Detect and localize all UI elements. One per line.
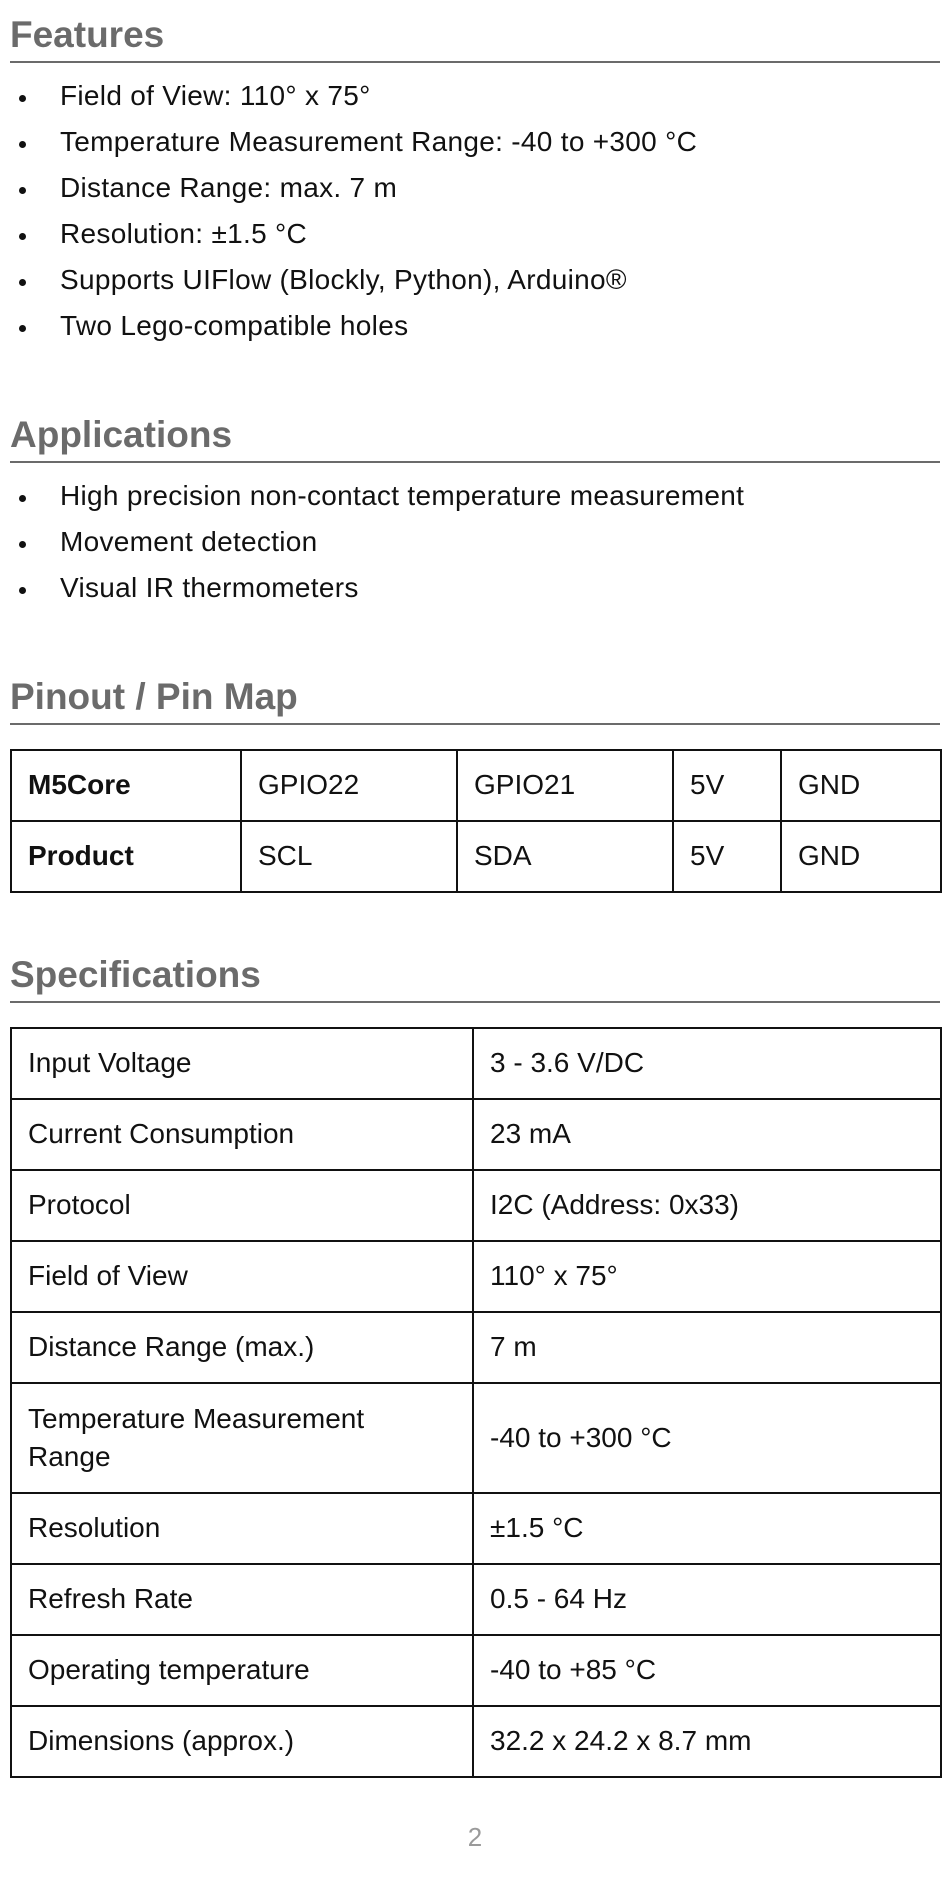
bullet-icon [19, 587, 26, 594]
spec-value: -40 to +300 °C [473, 1383, 941, 1493]
spec-value: -40 to +85 °C [473, 1635, 941, 1706]
spec-label: Field of View [11, 1241, 473, 1312]
spec-value: 23 mA [473, 1099, 941, 1170]
bullet-icon [19, 279, 26, 286]
list-item: Movement detection [10, 519, 940, 565]
specifications-heading: Specifications [10, 954, 940, 1003]
table-row [11, 1099, 941, 1170]
applications-list [10, 473, 940, 611]
table-row [11, 1312, 941, 1383]
bullet-icon [19, 95, 26, 102]
spec-label: Refresh Rate [11, 1564, 473, 1635]
pin-map-table [10, 749, 942, 893]
list-item: Field of View: 110° x 75° [10, 73, 940, 119]
applications-heading: Applications [10, 414, 940, 463]
spec-label: Temperature Measurement Range [11, 1383, 473, 1493]
table-cell: GND [781, 821, 941, 892]
table-row [11, 1241, 941, 1312]
table-row [11, 1493, 941, 1564]
features-section [10, 14, 940, 349]
table-row [11, 821, 941, 892]
list-item: Visual IR thermometers [10, 565, 940, 611]
spec-value: 0.5 - 64 Hz [473, 1564, 941, 1635]
table-row [11, 1383, 941, 1493]
table-cell: SCL [241, 821, 457, 892]
spec-label: Distance Range (max.) [11, 1312, 473, 1383]
list-item: Resolution: ±1.5 °C [10, 211, 940, 257]
spec-label: Resolution [11, 1493, 473, 1564]
features-list [10, 73, 940, 349]
applications-section [10, 414, 940, 611]
spec-value: 32.2 x 24.2 x 8.7 mm [473, 1706, 941, 1777]
list-item: Supports UIFlow (Blockly, Python), Arduino® [10, 257, 940, 303]
table-row [11, 1170, 941, 1241]
spec-label: Input Voltage [11, 1028, 473, 1099]
pinout-heading: Pinout / Pin Map [10, 676, 940, 725]
spec-label: Operating temperature [11, 1635, 473, 1706]
spec-value: ±1.5 °C [473, 1493, 941, 1564]
pinout-section [10, 676, 940, 893]
table-row [11, 1706, 941, 1777]
spec-value: 3 - 3.6 V/DC [473, 1028, 941, 1099]
table-cell: 5V [673, 821, 781, 892]
table-row [11, 750, 941, 821]
specifications-table [10, 1027, 942, 1778]
spec-label: Protocol [11, 1170, 473, 1241]
table-cell: GPIO22 [241, 750, 457, 821]
bullet-icon [19, 233, 26, 240]
table-cell: 5V [673, 750, 781, 821]
bullet-icon [19, 325, 26, 332]
list-item: Two Lego-compatible holes [10, 303, 940, 349]
spec-label: Dimensions (approx.) [11, 1706, 473, 1777]
bullet-icon [19, 141, 26, 148]
table-cell: Product [11, 821, 241, 892]
list-item: Temperature Measurement Range: -40 to +300 °C [10, 119, 940, 165]
spec-value: I2C (Address: 0x33) [473, 1170, 941, 1241]
list-item: High precision non-contact temperature measurement [10, 473, 940, 519]
bullet-icon [19, 187, 26, 194]
table-row [11, 1028, 941, 1099]
features-heading: Features [10, 14, 940, 63]
table-cell: GND [781, 750, 941, 821]
spec-value: 7 m [473, 1312, 941, 1383]
table-row [11, 1564, 941, 1635]
spec-label: Current Consumption [11, 1099, 473, 1170]
table-cell: SDA [457, 821, 673, 892]
table-cell: M5Core [11, 750, 241, 821]
spec-value: 110° x 75° [473, 1241, 941, 1312]
bullet-icon [19, 541, 26, 548]
bullet-icon [19, 495, 26, 502]
table-cell: GPIO21 [457, 750, 673, 821]
list-item: Distance Range: max. 7 m [10, 165, 940, 211]
page-number: 2 [467, 1822, 483, 1852]
table-row [11, 1635, 941, 1706]
specifications-section [10, 954, 940, 1778]
